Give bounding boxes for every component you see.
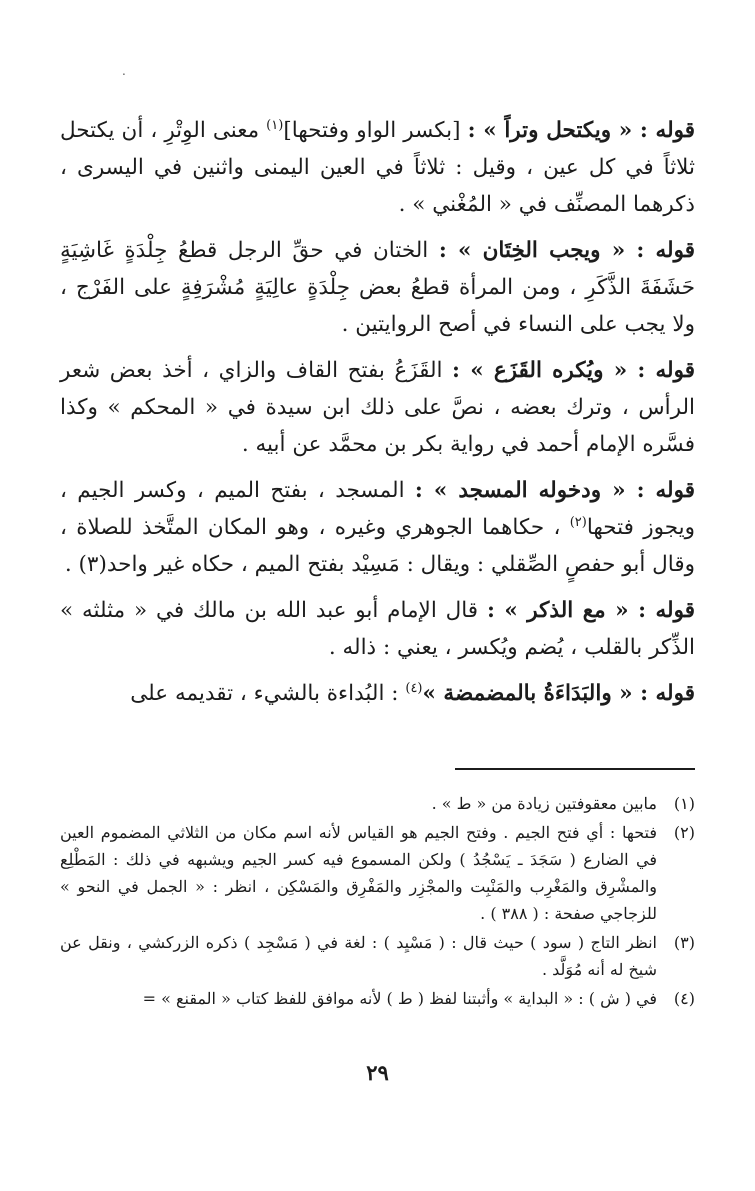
footnote-text: انظر التاج ( سود ) حيث قال : ( مَسْيِد ) : لغة في ( مَسْجِد ) ذكره الزركشي ، ونقل عن شيخ له أنه مُوَلَّد . [60,933,657,979]
footnote-number: (٣) [673,933,695,952]
paragraph-khitan [60,232,695,343]
paragraph-qaza [60,352,695,463]
paragraph-lead: قوله : « ويجب الخِتَان » : [438,238,695,263]
paragraph-lead: قوله : « ودخوله المسجد » : [414,478,695,503]
paragraph-text: القَزَعُ بفتح القاف والزاي ، أخذ بعض شعر الرأس ، وترك بعضه ، نصَّ على ذلك ابن سيدة في « المحكم » وكذا فسَّره الإمام أحمد في رواية بكر بن محمَّد عن أبيه . [60,358,695,457]
paragraph-lead: قوله : « ويُكره القَزَع » : [452,358,695,383]
footnote-3 [60,929,695,983]
paragraph-text: قال الإمام أبو عبد الله بن مالك في « مثلثه » الذِّكر بالقلب ، يُضم ويُكسر ، يعني : ذاله . [60,598,695,660]
footnote-number: (٤) [673,989,695,1008]
footnote-number: (٢) [673,823,695,842]
paragraph-masjid [60,472,695,583]
paragraph-rest: معنى الوِتْرِ ، أن يكتحل ثلاثاً في كل عين ، وقيل : ثلاثاً في العين اليمنى واثنين في اليسرى ، ذكرهما المصنِّف في « المُغْني » . [60,118,695,217]
paragraph-rest: ، حكاهما الجوهري وغيره ، وهو المكان المتَّخذ للصلاة ، وقال أبو حفصٍ الصِّقلي : ويقال : مَسِيْد بفتح الميم ، حكاه غير واحد(٣) . [60,515,695,577]
footnote-ref: (٤) [405,680,423,696]
footnote-text: مابين معقوفتين زيادة من « ط » . [431,794,657,813]
paragraph-lead: قوله : « والبَدَاءَةُ بالمضمضة » [422,681,695,706]
paragraph-dhikr [60,592,695,666]
corner-mark: . [122,64,126,78]
footnote-2 [60,819,695,927]
paragraph-text: الختان في حقِّ الرجل قطعُ جِلْدَةٍ غَاشِيَةٍ حَشَفَةَ الذَّكَرِ ، ومن المرأة قطعُ بعض جِلْدَةٍ عالِيَةٍ مُشْرَفِةٍ على الفَرْج ، ولا يجب على النساء في أصح الروايتين . [60,238,695,337]
paragraph-rest: : البُداءة بالشيء ، تقديمه على [130,681,406,706]
footnote-text: في ( ش ) : « البداية » وأثبتنا لفظ ( ط ) لأنه موافق للفظ كتاب « المقنع » = [142,989,657,1008]
paragraph-text: المسجد ، بفتح الميم ، وكسر الجيم ، ويجوز فتحها [60,478,695,540]
footnote-ref: (٢) [569,514,587,530]
footnote-4 [60,985,695,1012]
footnote-separator [455,768,695,770]
main-text [60,112,695,721]
footnotes [60,790,695,1014]
footnote-number: (١) [673,794,695,813]
paragraph-ikthal [60,112,695,223]
paragraph-lead: قوله : « مع الذكر » : [486,598,695,623]
footnote-text: فتحها : أي فتح الجيم . وفتح الجيم هو القياس لأنه اسم مكان من الثلاثي المضموم العين في الضارع ( سَجَدَ ـ يَسْجُدُ ) ولكن المسموع فيه كسر الجيم ويشبهه في ذلك : المَطْلِع والمشْرِق والمَغْرِب والمَنْبِت والمجْزِر والمَفْرِق والمَسْكِن ، انظر : « الجمل في النحو » للزجاجي صفحة : ( ٣٨٨ ) . [60,823,658,923]
paragraph-lead: قوله : « ويكتحل وتراً » : [467,118,696,143]
footnote-1 [60,790,695,817]
paragraph-madmada [60,675,695,712]
paragraph-text: [بكسر الواو وفتحها] [283,118,468,143]
page-number: ٢٩ [366,1060,389,1085]
footnote-ref: (١) [266,117,284,133]
